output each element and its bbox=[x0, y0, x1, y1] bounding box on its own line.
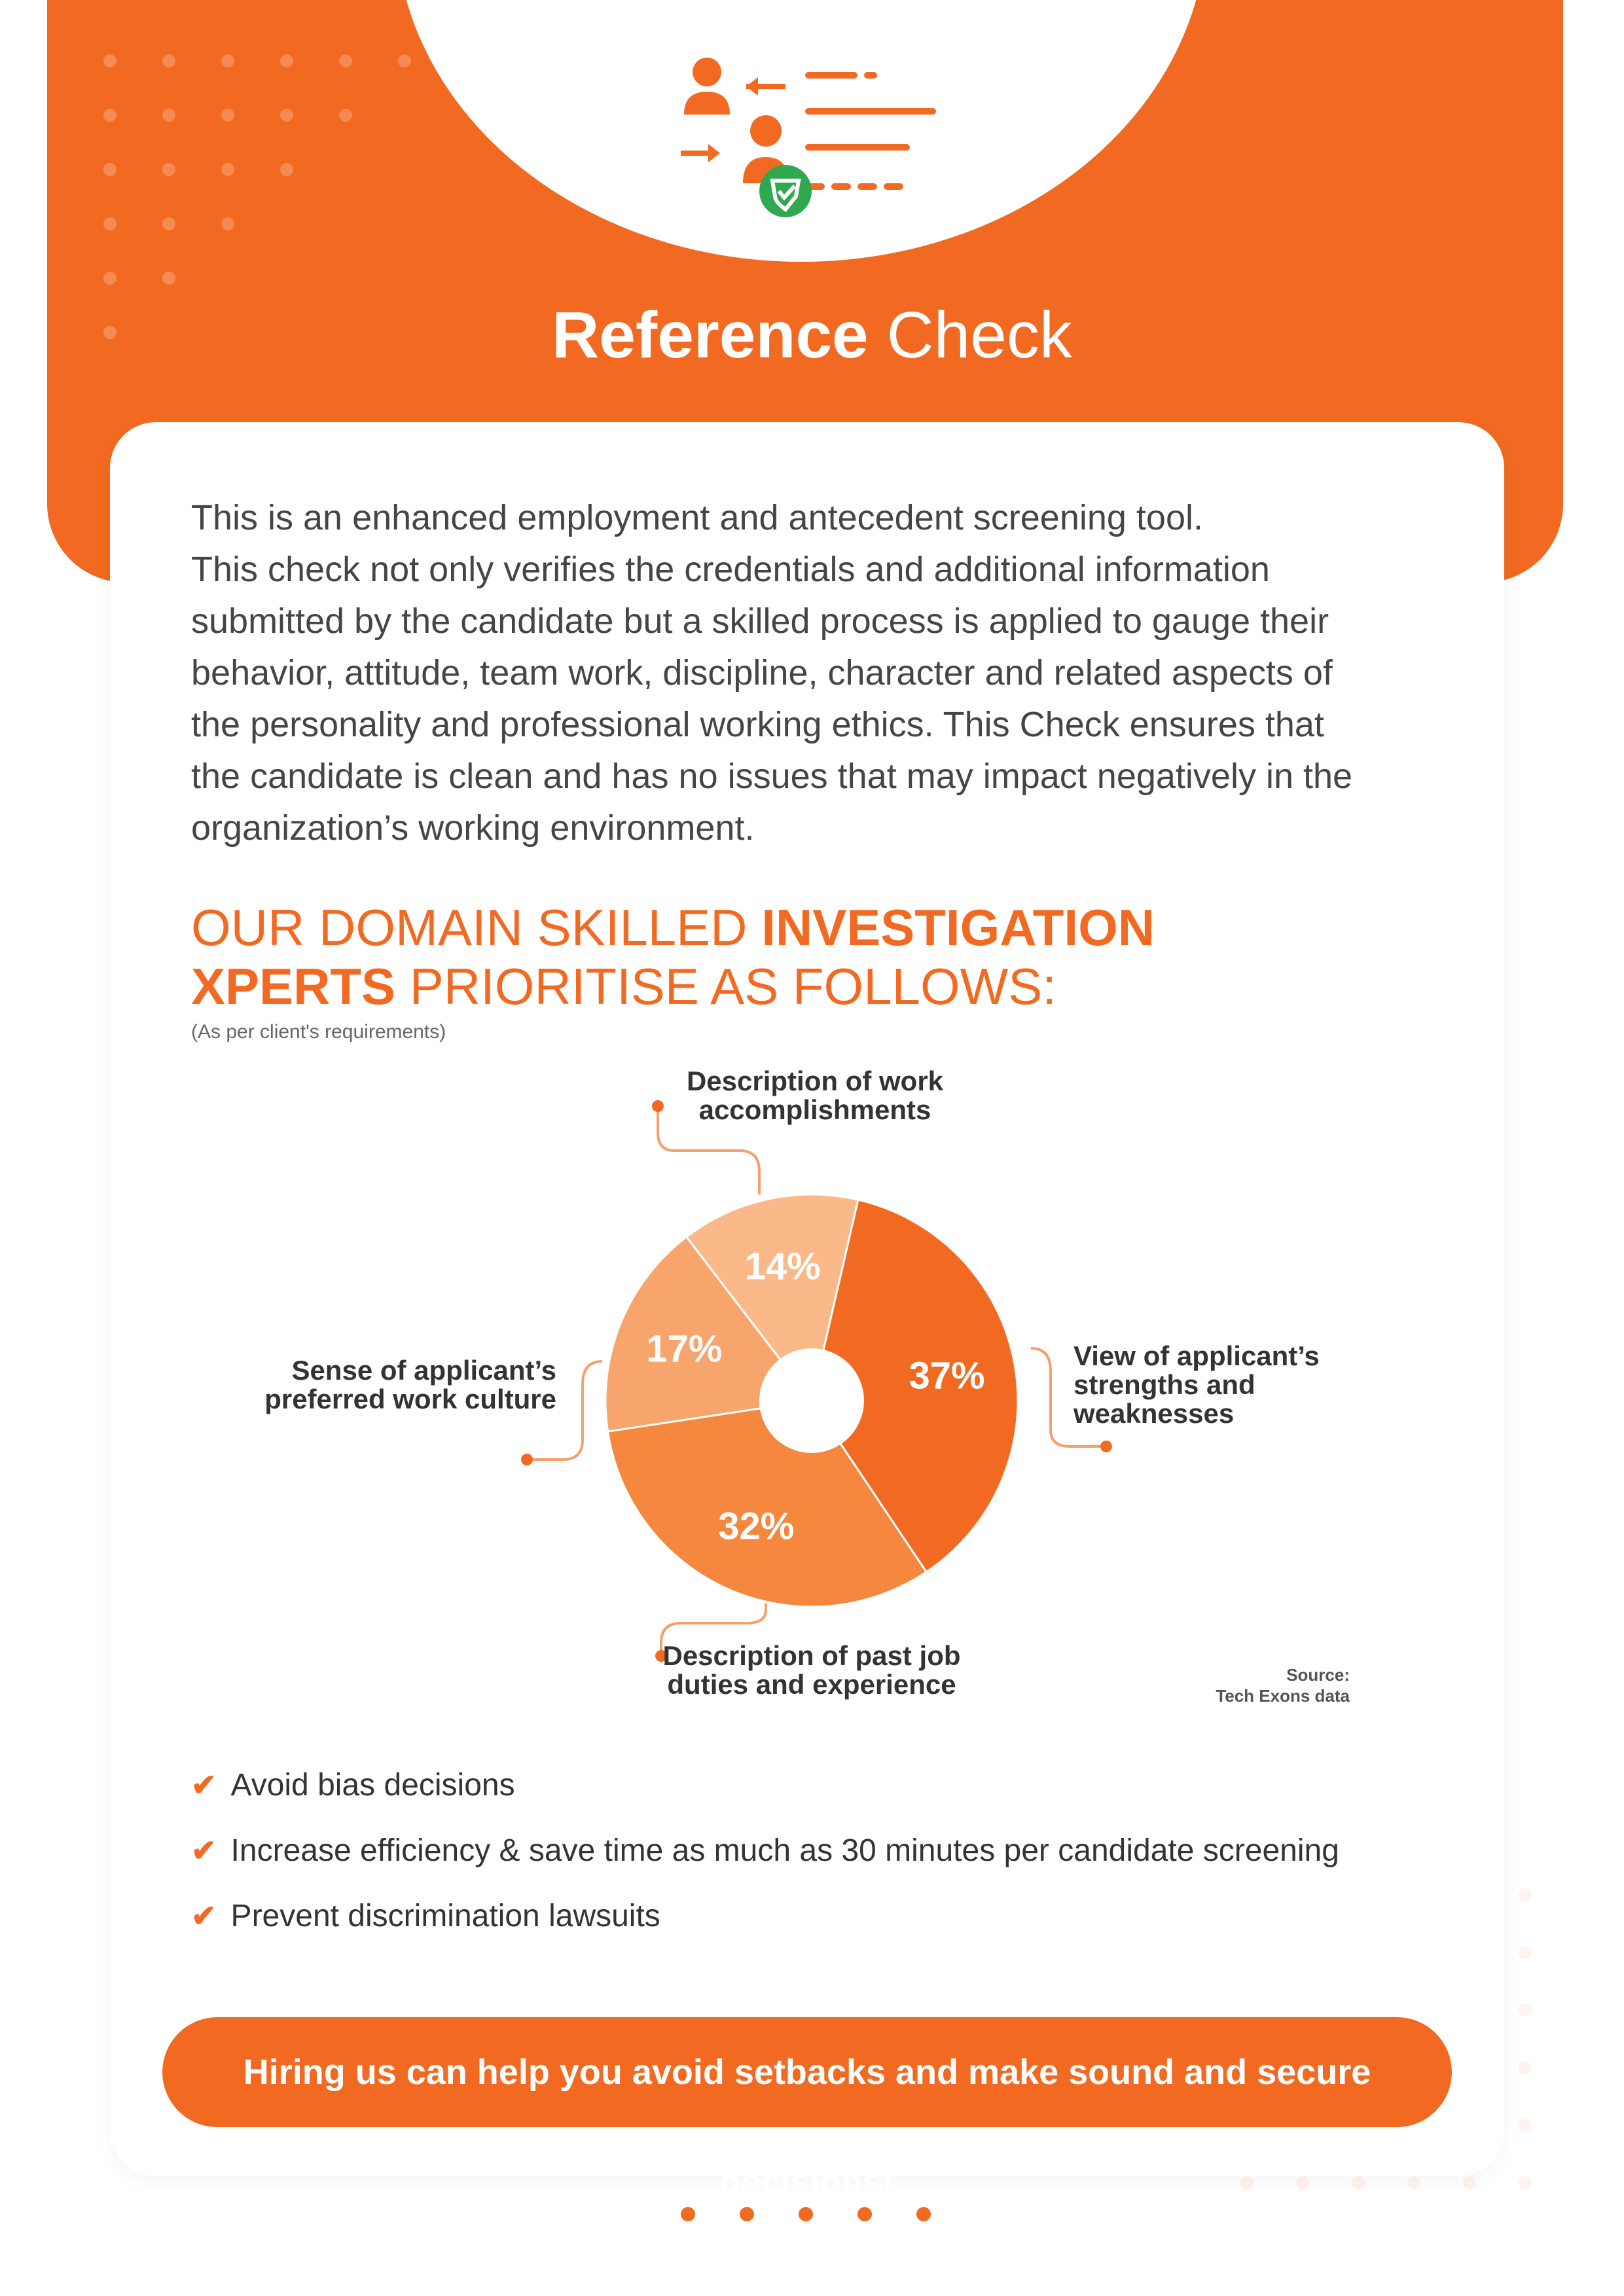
requirements-note: (As per client's requirements) bbox=[191, 1021, 446, 1043]
leader-dot-strengths bbox=[1100, 1441, 1112, 1452]
benefit-item: ✔ Prevent discrimination lawsuits bbox=[191, 1899, 660, 1933]
decorative-dot bbox=[681, 2207, 695, 2221]
decorative-dot bbox=[740, 2207, 754, 2221]
intro-paragraph: This is an enhanced employment and antecedent screening tool. This check not only verifies the credentials and additional information submitted by the candidate but a skilled process is applied to gauge their behavior, attitude, team work, discipline, character and related aspects of the personality and professional working ethics. This Check ensures that the candidate is clean and has no issues that may impact negatively in the organization’s working environment. bbox=[191, 498, 1353, 848]
page-title: Reference Check bbox=[552, 298, 1072, 372]
cta-banner: Hiring us can help you avoid setbacks and make sound and secure decisions! bbox=[162, 2017, 1452, 2127]
section-headline: OUR DOMAIN SKILLED INVESTIGATION XPERTS PRIORITISE AS FOLLOWS: bbox=[191, 899, 1155, 1015]
benefit-item: ✔ Increase efficiency & save time as much as 30 minutes per candidate screening bbox=[191, 1833, 1339, 1868]
donut-hole bbox=[759, 1348, 864, 1453]
slice-value-work-culture: 17% bbox=[646, 1327, 723, 1371]
check-icon: ✔ bbox=[191, 1768, 217, 1802]
leader-dot-work-culture bbox=[521, 1454, 533, 1465]
check-icon: ✔ bbox=[191, 1833, 217, 1867]
decorative-dot bbox=[916, 2207, 931, 2221]
slice-value-accomplishments: 14% bbox=[744, 1245, 821, 1288]
chart-source: Source: Tech Exons data bbox=[1216, 1665, 1350, 1706]
slice-value-strengths: 37% bbox=[909, 1354, 985, 1397]
slice-value-past-duties: 32% bbox=[718, 1505, 795, 1548]
decorative-dot bbox=[857, 2207, 872, 2221]
slice-label-strengths: View of applicant’s strengths and weaknesses bbox=[1074, 1340, 1320, 1429]
slice-label-past-duties: Description of past job duties and experience bbox=[662, 1640, 961, 1700]
benefit-item: ✔ Avoid bias decisions bbox=[191, 1768, 515, 1803]
decorative-dot bbox=[799, 2207, 813, 2221]
slice-label-work-culture: Sense of applicant’s preferred work culture bbox=[264, 1355, 556, 1414]
check-icon: ✔ bbox=[191, 1899, 217, 1933]
slice-label-accomplishments: Description of work accomplishments bbox=[686, 1066, 944, 1125]
